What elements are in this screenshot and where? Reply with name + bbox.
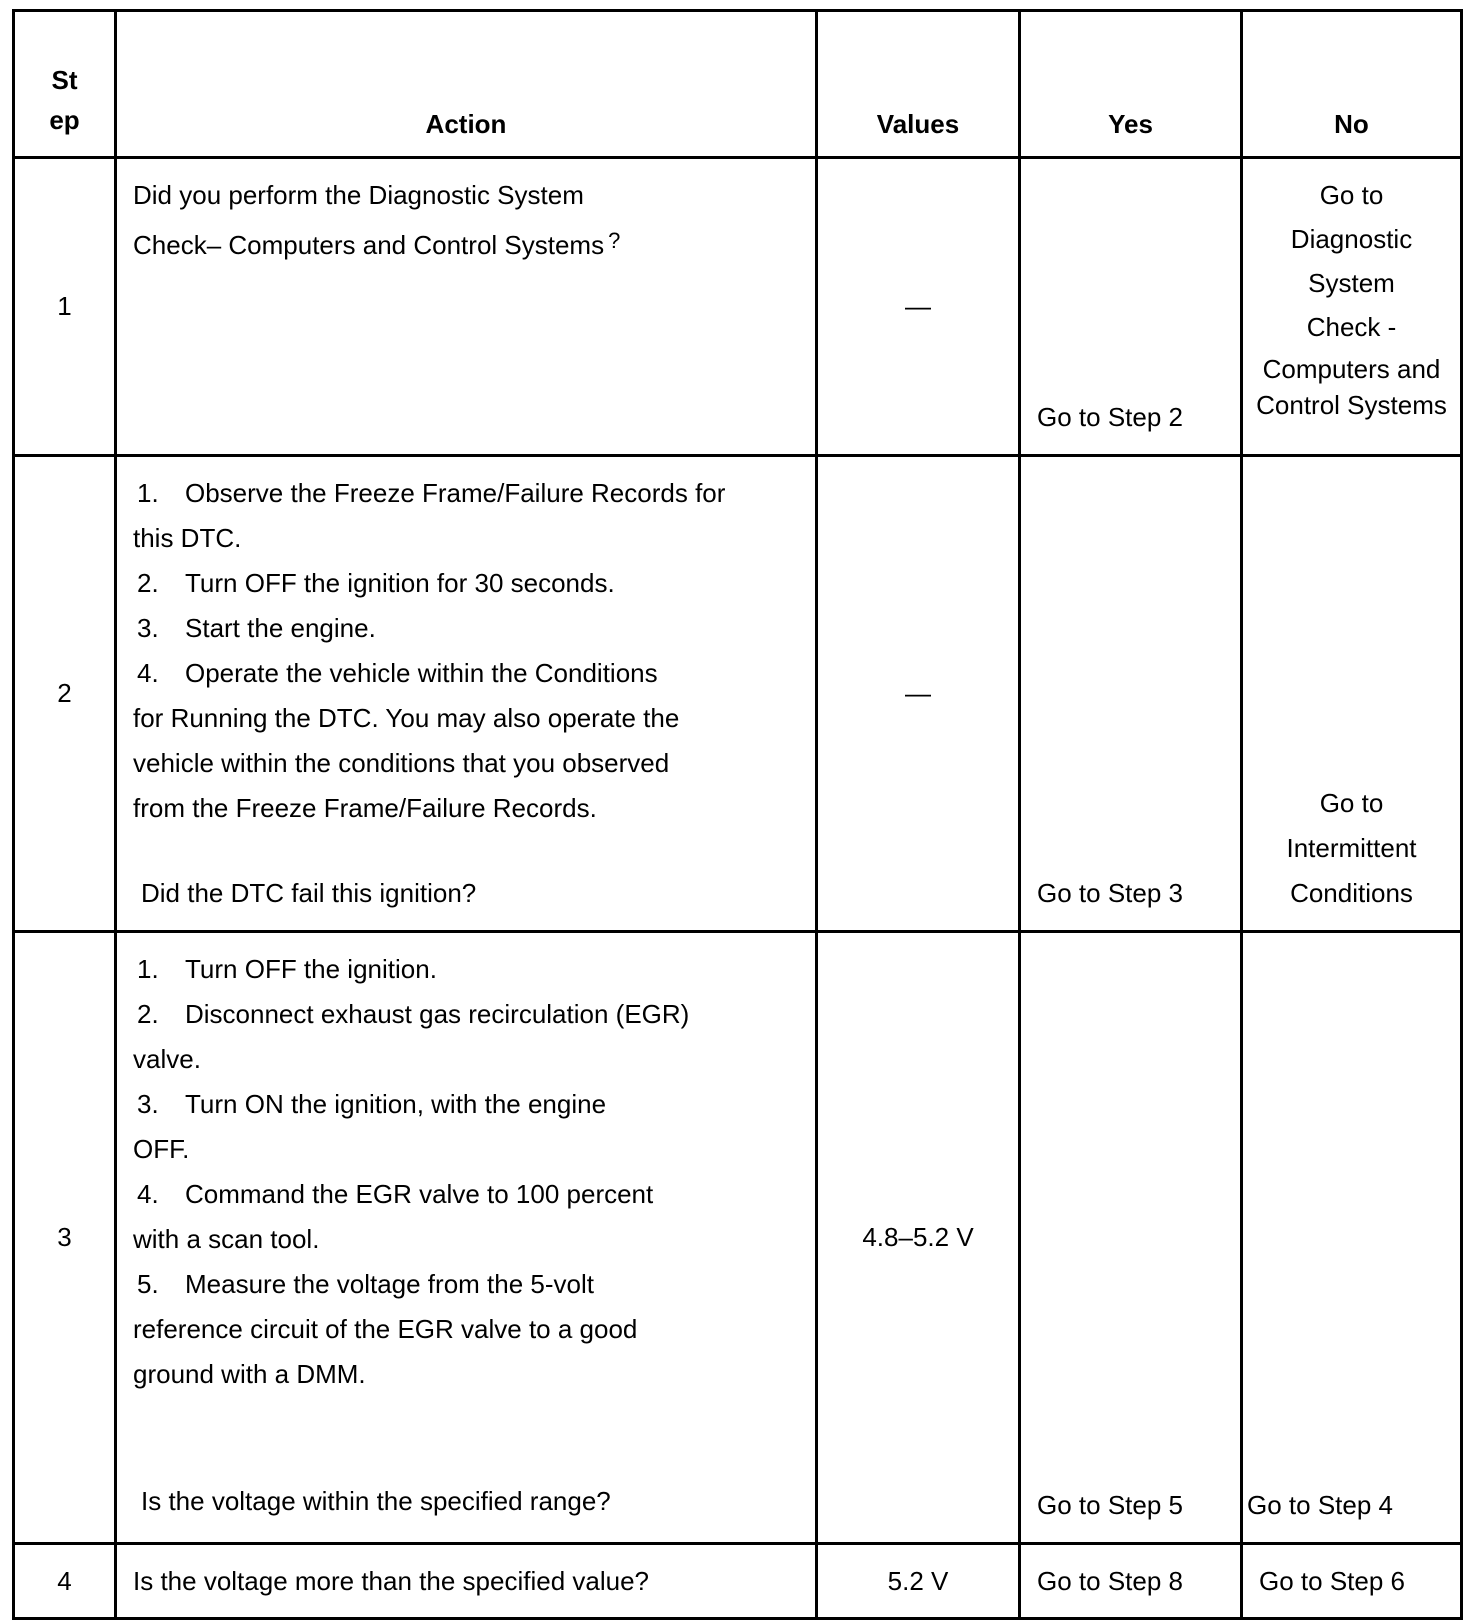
action-question: Is the voltage within the specified range? (141, 1486, 611, 1516)
yes-cell: Go to Step 3 (1020, 456, 1242, 932)
action-cell (116, 158, 817, 456)
header-no: No (1242, 11, 1462, 158)
no-cell: Go to Intermittent Conditions (1242, 456, 1462, 932)
action-item: 2. Turn OFF the ignition for 30 seconds. (137, 568, 615, 598)
header-yes: Yes (1020, 11, 1242, 158)
action-item: 5. Measure the voltage from the 5-volt (137, 1269, 594, 1299)
action-item: 1. Observe the Freeze Frame/Failure Records for (137, 478, 726, 508)
action-cell: 1. Observe the Freeze Frame/Failure Records for this DTC. 2. Turn OFF the ignition for 30 seconds. 3. Start the engine. 4. Operate the vehicle within the Conditions for Running the DTC. You may also operate the vehicle within the conditions that you observed from the Freeze Frame/Failure Records. Did the DTC fail this ignition? (116, 456, 817, 932)
action-item: 4. Operate the vehicle within the Conditions (137, 658, 658, 688)
action-question: Is the voltage more than the specified value? (116, 1544, 817, 1619)
value-cell: 5.2 V (817, 1544, 1020, 1619)
header-values: Values (817, 11, 1020, 158)
table-row (14, 932, 1462, 1544)
table-row (14, 1544, 1462, 1619)
action-item: 4. Command the EGR valve to 100 percent (137, 1179, 654, 1209)
no-cell: Go to Step 4 (1242, 932, 1462, 1544)
header-action: Action (116, 11, 817, 158)
table-row (14, 158, 1462, 456)
table-row (14, 456, 1462, 932)
action-item: 1. Turn OFF the ignition. (137, 954, 437, 984)
action-item: 3. Start the engine. (137, 613, 376, 643)
action-line: Did you perform the Diagnostic System (133, 180, 584, 210)
no-cell: Go to Diagnostic System Check - Computers and Control Systems (1242, 158, 1462, 456)
value-cell: — (817, 158, 1020, 456)
table-header-row (14, 11, 1462, 158)
yes-cell: Go to Step 5 (1020, 932, 1242, 1544)
action-question: Did the DTC fail this ignition? (141, 878, 477, 908)
step-number: 2 (14, 456, 116, 932)
step-number: 3 (14, 932, 116, 1544)
step-number: 4 (14, 1544, 116, 1619)
step-number: 1 (14, 158, 116, 456)
no-cell: Go to Step 6 (1242, 1544, 1462, 1619)
yes-cell: Go to Step 2 (1020, 158, 1242, 456)
header-step: St ep (14, 11, 116, 158)
action-item: 2. Disconnect exhaust gas recirculation (EGR) (137, 999, 690, 1029)
value-cell: — (817, 456, 1020, 932)
action-item: 3. Turn ON the ignition, with the engine (137, 1089, 607, 1119)
yes-cell: Go to Step 8 (1020, 1544, 1242, 1619)
action-cell: 1. Turn OFF the ignition. 2. Disconnect exhaust gas recirculation (EGR) valve. 3. Turn ON the ignition, with the engine OFF. 4. Command the EGR valve to 100 percent with a scan tool. 5. Measure the voltage from the 5-volt reference circuit of the EGR valve to a good ground with a DMM. Is the voltage within the specified range? (116, 932, 817, 1544)
value-cell: 4.8–5.2 V (817, 932, 1020, 1544)
diagnostic-step-table (12, 9, 1463, 1620)
action-line: Check– Computers and Control Systems ? (133, 228, 621, 260)
